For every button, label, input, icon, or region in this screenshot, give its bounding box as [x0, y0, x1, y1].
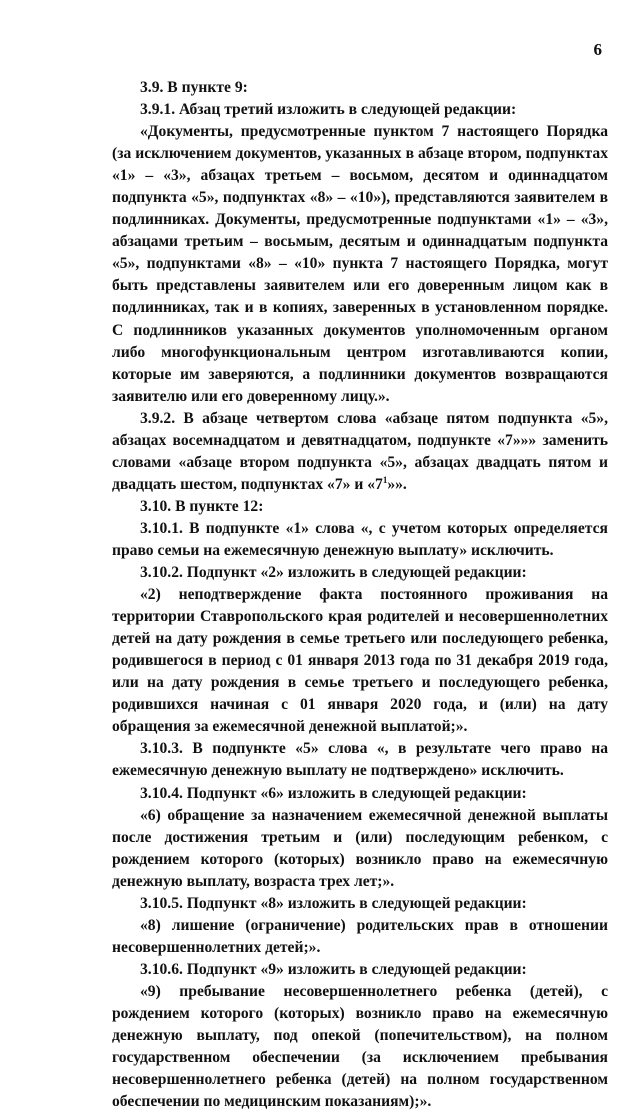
document-body [112, 77, 608, 1113]
paragraph-3-10-5: 3.10.5. Подпункт «8» изложить в следующей редакции: [140, 894, 527, 912]
paragraph-3-10-4: 3.10.4. Подпункт «6» изложить в следующей редакции: [140, 784, 527, 802]
paragraph-3-9: 3.9. В пункте 9: [140, 79, 248, 96]
paragraph-3-10: 3.10. В пункте 12: [140, 497, 264, 515]
paragraph-3-10-3: 3.10.3. В подпункте «5» слова «, в результате чего право на ежемесячную денежную выплату не подтверждено» исключить. [112, 740, 608, 780]
paragraph-3-10-2-text: «2) неподтверждение факта постоянного проживания на территории Ставропольского края родителей и несовершеннолетних детей на дату рождения в семье третьего или последующего ребенка, родившегося в период с 01 января 2013 года по 31 декабря 2019 года, или на дату рождения в семье третьего и последующего ребенка, родившихся начиная с 01 января 2020 года, и (или) на дату обращения за ежемесячной денежной выплатой;». [112, 586, 608, 736]
paragraph-3-10-1: 3.10.1. В подпункте «1» слова «, с учетом которых определяется право семьи на ежемесячную денежную выплату» исключить. [112, 519, 608, 559]
paragraph-3-10-4-text: «6) обращение за назначением ежемесячной денежной выплаты после достижения третьим и (или) последующим ребенком, с рождением которого (которых) возникло право на ежемесячную денежную выплату, возраста трех лет;». [112, 806, 608, 890]
paragraph-3-9-2: 3.9.2. В абзаце четвертом слова «абзаце пятом подпункта «5», абзацах восемнадцатом и девятнадцатом, подпункте «7»»» заменить словами «абзаце втором подпункта «5», абзацах двадцать пятом и двадцать шестом, подпунктах «7» и «$7^1$»». [112, 409, 608, 493]
paragraph-3-10-6: 3.10.6. Подпункт «9» изложить в следующей редакции: [140, 960, 527, 978]
superscript: 1 [382, 474, 388, 485]
paragraph-3-9-1: 3.9.1. Абзац третий изложить в следующей редакции: [140, 101, 517, 119]
paragraph-3-10-6-text: «9) пребывание несовершеннолетнего ребенка (детей), с рождением которого (которых) возникло право на ежемесячную денежную выплату, под опекой (попечительством), на полном государственном обеспечении (за исключением пребывания несовершеннолетнего ребенка (детей) на полном государственном обеспечении по медицинским показаниям);». [112, 982, 608, 1111]
paragraph-3-10-5-text: «8) лишение (ограничение) родительских прав в отношении несовершеннолетних детей;». [112, 916, 608, 956]
page-number: 6 [593, 40, 602, 59]
paragraph-3-10-2: 3.10.2. Подпункт «2» изложить в следующей редакции: [140, 564, 527, 582]
paragraph-3-9-1-text: «Документы, предусмотренные пунктом 7 настоящего Порядка (за исключением документов, указанных в абзаце втором, подпунктах «1» – «3», абзацах третьем – восьмом, десятом и одиннадцатом подпункта «5», подпунктах «8» – «10»), представляются заявителем в подлинниках. Документы, предусмотренные подпунктами «1» – «3», абзацами третьим – восьмым, десятым и одиннадцатым подпункта «5», подпунктами «8» – «10» пункта 7 настоящего Порядка, могут быть представлены заявителем или его доверенным лицом как в подлинниках, так и в копиях, заверенных в установленном порядке. С подлинников указанных документов уполномоченным органом либо многофункциональным центром изготавливаются копии, которые им заверяются, а подлинники документов возвращаются заявителю или его доверенному лицу.». [112, 123, 608, 405]
